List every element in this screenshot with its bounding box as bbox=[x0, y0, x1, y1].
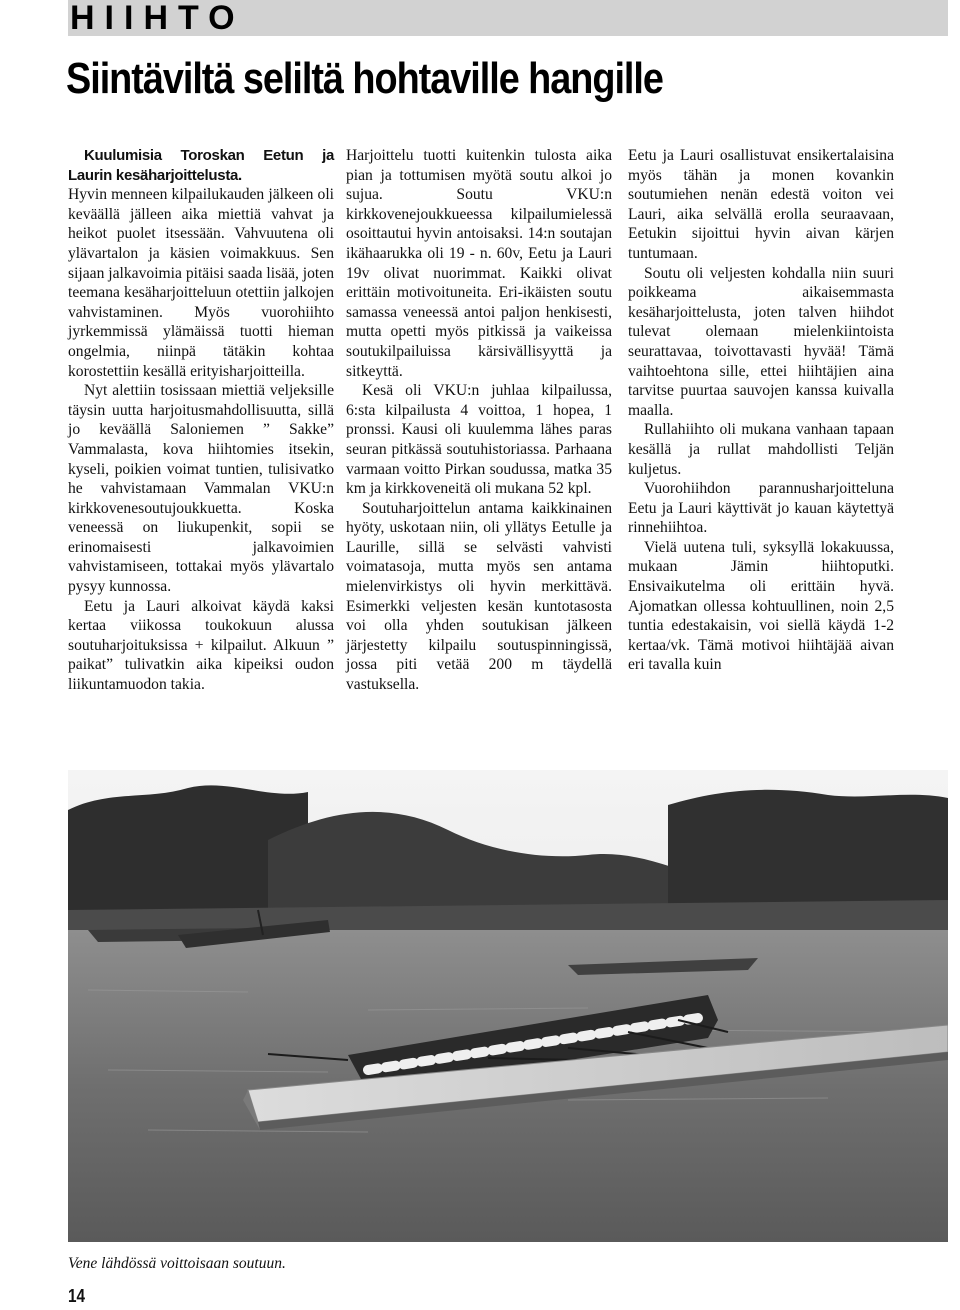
paragraph: Hyvin menneen kilpailukauden jälkeen oli keväällä jälleen aika miettiä vahvat ja heikot puolet itsessään. Vahvuutena oli ylävartalon ja käsien voimakkuus. Sen sijaan jalkavoimia pitäisi saada lisää, joten teemana kesäharjoitteluun otettiin jalkojen vahvistaminen. Myös vuorohiihto jyrkemmissä ylämäissä tuotti hieman ongelmia, niinpä tätäkin kohtaa korostettiin kesällä erityisharjoitteilla. bbox=[68, 186, 334, 380]
article-column-1 bbox=[68, 146, 334, 695]
paragraph: Eetu ja Lauri osallistuvat ensikertalaisina myös tähän ja monen kovankin soutumiehen nenän edestä voiton vei Lauri, aika selvällä erolla seuraavaan, Eetukin sijoittui hyvin aivan kärjen tuntumaan. bbox=[628, 147, 894, 262]
paragraph: Eetu ja Lauri alkoivat käydä kaksi kertaa viikossa toukokuun alussa soutuharjoituksissa + kilpailut. Alkuun ” paikat” tulivatkin aika kipeiksi oudon liikuntamuodon takia. bbox=[68, 597, 334, 694]
rowing-boat-photo bbox=[68, 770, 948, 1242]
paragraph: Vielä uutena tuli, syksyllä lokakuussa, mukaan Jämin hiihtoputki. Ensivaikutelma oli erittäin hyvä. Ajomatkan ollessa kohtuullinen, noin 2,5 tuntia edestakaisin, voi siellä käydä 1-2 kertaa/vk. Tämä motivoi hiihtäjää aivan eri tavalla kuin bbox=[628, 538, 894, 674]
page-number: 14 bbox=[68, 1286, 86, 1306]
article-column-2 bbox=[346, 146, 612, 695]
article-headline: Siintäviltä seliltä hohtaville hangille bbox=[66, 54, 663, 103]
paragraph: Kesä oli VKU:n juhlaa kilpailussa, 6:sta kilpailusta 4 voittoa, 1 hopea, 1 pronssi. Kausi oli kuulemma lähes paras seuran pitkässä soutuhistoriassa. Parhaana varmaan voitto Pirkan soudussa, matka 35 km ja kirkkoveneitä oli mukana 52 kpl. bbox=[346, 382, 612, 498]
paragraph: Nyt alettiin tosissaan miettiä veljeksille täysin uutta harjoitusmahdollisuutta, sillä jo keväällä Saloniemen ” Sakke” Vammalasta, kova hiihtomies itsekin, kyseli, poikien voimat tuntien, tulisivatko he vahvistamaan Vammalan VKU:n kirkkovenesoutujoukkuetta. Koska veneessä on liukupenkit, sopii se erinomaisesti jalkavoimien vahvistamiseen, tottakai myös ylävartalo pysyy kunnossa. bbox=[68, 382, 334, 596]
article-lead: Kuulumisia Toroskan Eetun ja Laurin kesäharjoittelusta. bbox=[68, 147, 334, 184]
paragraph: Harjoittelu tuotti kuitenkin tulosta aika pian ja tottumisen myötä soutu alkoi jo sujua. Soutu VKU:n kirkkovenejoukkueessa kilpailumielessä osoittautui hyvin antoisaksi. 14:n soutajan ikähaarukka oli 19 - n. 60v, Eetu ja Lauri 19v olivat nuorimmat. Kaikki olivat erittäin motivoituneita. Eri-ikäisten soutu samassa veneessä antoi paljon henkisesti, mutta opetti myös pitkissä ja vaikeissa soutukilpailuissa kärsivällisyyttä ja sitkeyttä. bbox=[346, 147, 612, 380]
paragraph: Rullahiihto oli mukana vanhaan tapaan kesällä ja rullat mahdollisti Teljän kuljetus. bbox=[628, 421, 894, 478]
article-column-3 bbox=[628, 146, 894, 675]
paragraph: Vuorohiihdon parannusharjoitteluna Eetu ja Lauri käyttivät jo kauan käytettyä rinnehiihtoa. bbox=[628, 480, 894, 537]
section-label-text: HIIHTO bbox=[70, 0, 245, 37]
photo-caption: Vene lähdössä voittoisaan soutuun. bbox=[68, 1255, 286, 1272]
section-label bbox=[68, 0, 948, 36]
paragraph: Soutu oli veljesten kohdalla niin suuri poikkeama aikaisemmasta kesäharjoittelusta, joten talven hiihdot tulevat olemaan mielenkiintoista seurattavaa, toivottavasti hyvää! Tämä vaihtoehtona sille, ettei hiihtäjien aina tarvitse puurtaa sauvojen kanssa kuivalla maalla. bbox=[628, 264, 894, 419]
paragraph: Soutuharjoittelun antama kaikkinainen hyöty, uskotaan niin, oli yllätys Eetulle ja Laurille, sillä se selvästi vahvisti voimatasoja, mutta myös sen antama mielenvirkistys oli hyvin merkittävä. Esimerkki veljesten kesän kuntotasosta voi olla yhden soutukisan jälkeen järjestetty kilpailu soutuspinningissä, jossa piti vetää 200 m täydellä vastuksella. bbox=[346, 499, 612, 694]
